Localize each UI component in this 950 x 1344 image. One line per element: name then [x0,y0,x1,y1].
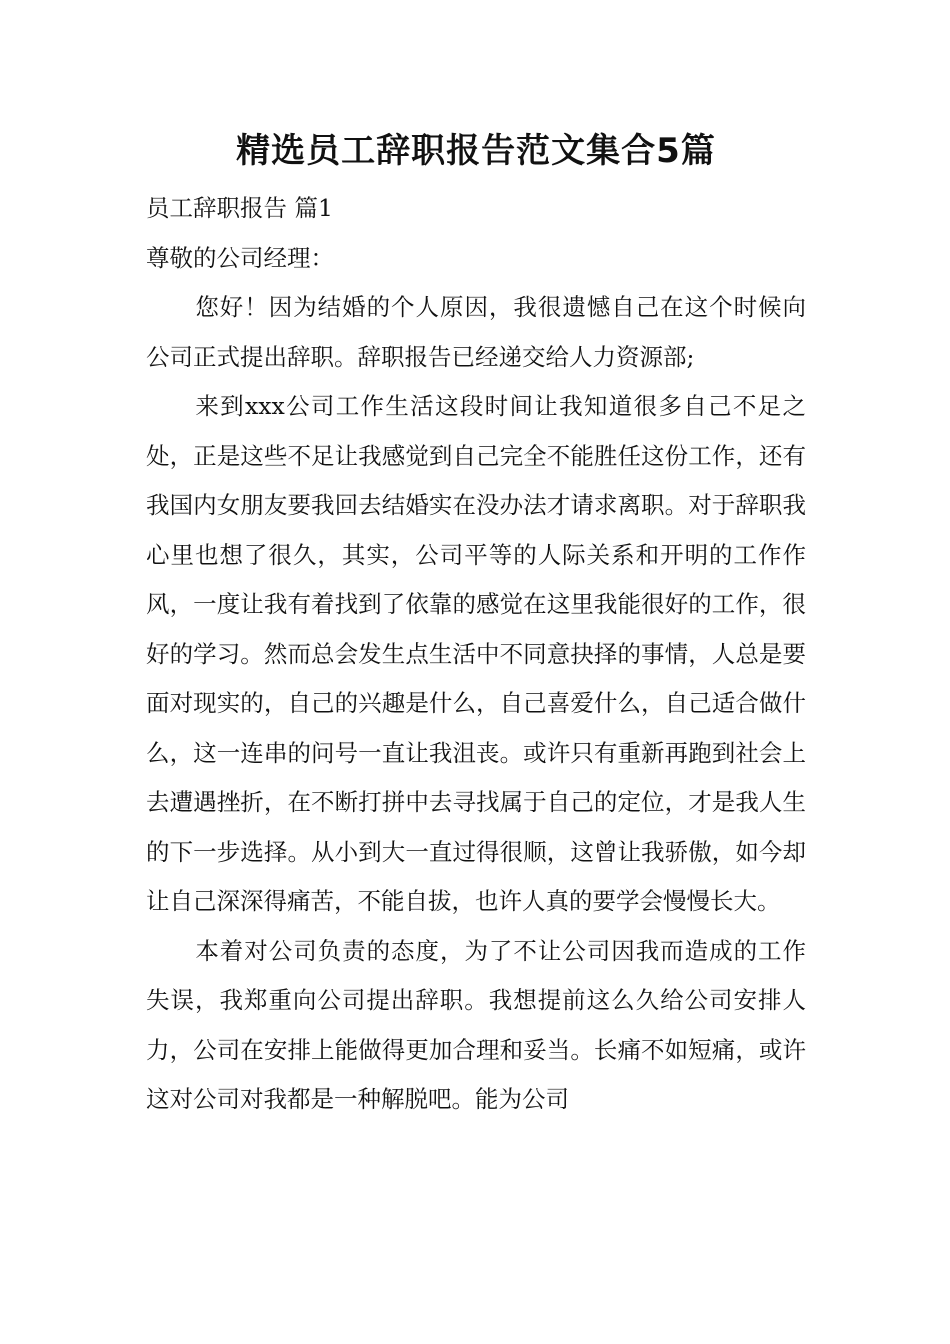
document-title: 精选员工辞职报告范文集合5篇 [236,131,716,171]
body-paragraph-2: 来到xxx公司工作生活这段时间让我知道很多自己不足之处，正是这些不足让我感觉到自己完全不能胜任这份工作，还有我国内女朋友要我回去结婚实在没办法才请求离职。对于辞职我心里也想了很久，其实，公司平等的人际关系和开明的工作作风，一度让我有着找到了依靠的感觉在这里我能很好的工作，很好的学习。然而总会发生点生活中不同意抉择的事情，人总是要面对现实的，自己的兴趣是什么，自己喜爱什么，自己适合做什么，这一连串的问号一直让我沮丧。或许只有重新再跑到社会上去遭遇挫折，在不断打拼中去寻找属于自己的定位，才是我人生的下一步选择。从小到大一直过得很顺，这曾让我骄傲，如今却让自己深深得痛苦，不能自拔，也许人真的要学会慢慢长大。 [146,392,806,915]
section-heading: 员工辞职报告 篇1 [146,194,333,222]
document-page [146,118,806,1125]
body-paragraph-3: 本着对公司负责的态度，为了不让公司因我而造成的工作失误，我郑重向公司提出辞职。我想提前这么久给公司安排人力，公司在安排上能做得更加合理和妥当。长痛不如短痛，或许这对公司对我都是一种解脱吧。能为公司 [146,936,806,1113]
body-paragraph-1: 您好！因为结婚的个人原因，我很遗憾自己在这个时候向公司正式提出辞职。辞职报告已经递交给人力资源部; [146,293,806,371]
salutation: 尊敬的公司经理： [146,243,334,272]
